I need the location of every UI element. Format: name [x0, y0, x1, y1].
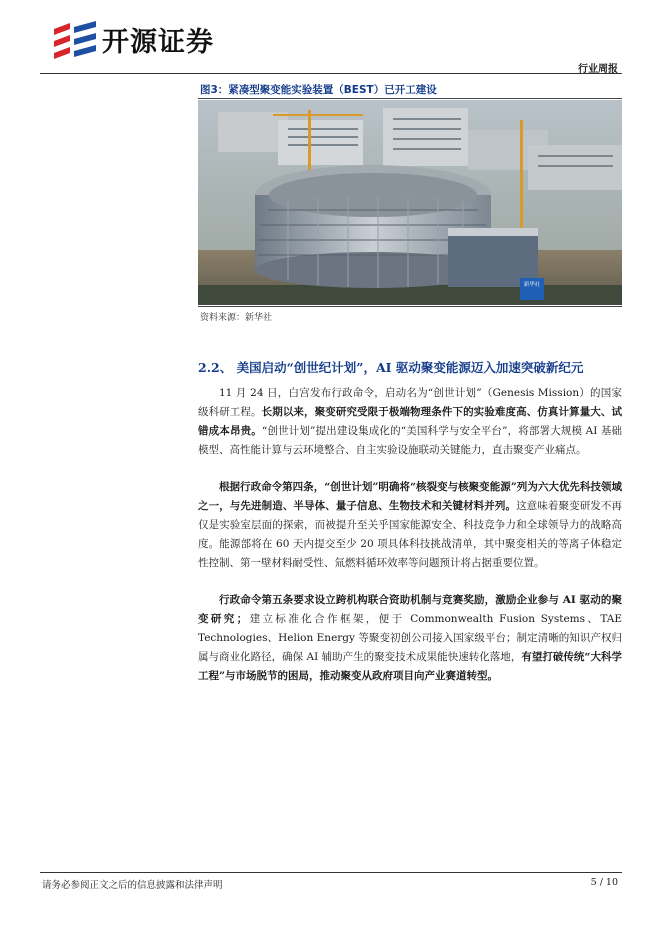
brand-logo	[52, 20, 214, 59]
paragraph-run: 11 月 24 日，白宫发布行政命令，启动名为“创世计划”（Genesis Mission）的国家级科研工程。	[198, 387, 622, 418]
paragraph-3	[198, 591, 622, 686]
paragraph-run: “创世计划”提出建设集成化的“美国科学与安全平台”，将部署大规模 AI 基础模型、高性能计算与云环境整合、自主实验设施联动关键能力，直击聚变产业痛点。	[198, 425, 622, 456]
page-number: 5 / 10	[590, 877, 618, 888]
paragraph-run: 建立标准化合作框架，便于 Commonwealth Fusion Systems、TAE Technologies、Helion Energy 等聚变初创公司接入国家级平台；制定清晰的知识产权归属与商业化路径，确保 AI 辅助产生的聚变技术成果能快速转化落地，	[198, 613, 623, 663]
paragraph-run: 行政命令第五条要求设立跨机构联合资助机制与竞赛奖励，激励企业参与 AI 驱动的聚变研究；	[198, 594, 622, 625]
document-type: 行业周报	[578, 64, 618, 75]
header-divider	[40, 73, 622, 74]
paragraph-run: 根据行政命令第四条，“创世计划”明确将“核裂变与核聚变能源”列为六大优先科技领域之一，与先进制造、半导体、量子信息、生物技术和关键材料并列。	[198, 481, 622, 512]
section-title: 2.2、 美国启动“创世纪计划”，AI 驱动聚变能源迈入加速突破新纪元	[198, 360, 584, 375]
kaiyuan-logo-icon	[52, 21, 98, 59]
paragraph-1	[198, 384, 622, 460]
brand-name: 开源证券	[102, 27, 214, 58]
footer-disclaimer: 请务必参阅正文之后的信息披露和法律声明	[42, 880, 223, 891]
photo-watermark: 新华社	[523, 282, 541, 288]
paragraph-run: 这意味着聚变研发不再仅是实验室层面的探索，而被提升至关乎国家能源安全、科技竞争力和全球领导力的战略高度。能源部将在 60 天内提交至少 20 项具体科技挑战清单，其中聚变相关的等离子体稳定性控制、第一壁材料耐受性、氚燃料循环效率等问题预计将占据重要位置。	[198, 500, 623, 569]
figure-bottom-rule	[198, 306, 622, 307]
footer-divider	[40, 872, 622, 873]
figure-source: 资料来源：新华社	[200, 313, 273, 323]
paragraph-run: 长期以来，聚变研究受限于极端物理条件下的实验难度高、仿真计算量大、试错成本昂贵。	[198, 406, 623, 437]
figure-top-rule	[198, 98, 622, 99]
construction-site-photo	[198, 100, 622, 305]
paragraph-run: 有望打破传统“大科学工程”与市场脱节的困局，推动聚变从政府项目向产业赛道转型。	[198, 651, 623, 682]
paragraph-2	[198, 478, 622, 573]
figure-title: 图3：紧凑型聚变能实验装置（BEST）已开工建设	[200, 84, 437, 96]
